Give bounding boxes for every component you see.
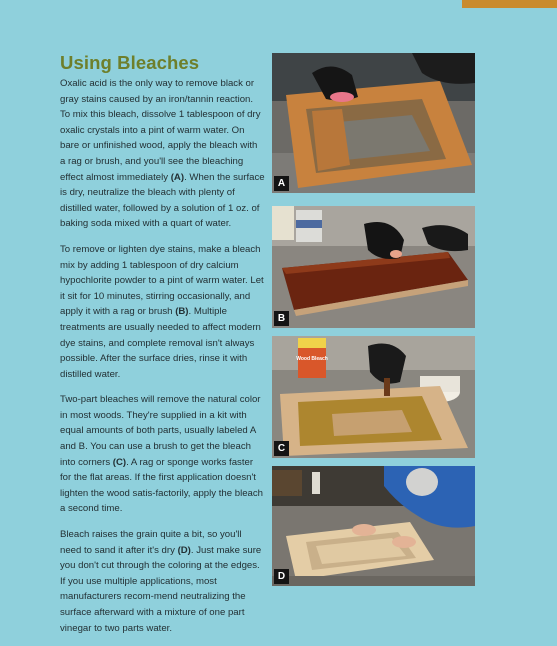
- paragraph-text: Bleach raises the grain quite a bit, so you'll need to sand it after it's dry: [60, 529, 242, 556]
- photo-ref-b: (B): [175, 306, 189, 318]
- photo-d: [272, 466, 475, 586]
- paragraph-raised-grain: [60, 527, 265, 636]
- photo-label-b: B: [274, 311, 289, 326]
- section-heading: Using Bleaches: [60, 52, 200, 73]
- paragraph-text: . A rag or sponge works faster for the flat areas. If the first application doesn't lighten the wood satis-factorily, apply the bleach a second time.: [60, 456, 264, 515]
- photo-c-image: [272, 336, 475, 458]
- paragraph-text: . Just make sure you don't cut through the coloring at the edges. If you use multiple applications, most manufacturers recom-mend neutralizing the surface afterward with a mixture of one part vinegar to two parts water.: [60, 544, 262, 634]
- bleach-can-label: Wood Bleach: [296, 356, 328, 362]
- paragraph-oxalic-acid: [60, 76, 265, 232]
- paragraph-text: Oxalic acid is the only way to remove black or gray stains caused by an iron/tannin reaction. To mix this bleach, dissolve 1 tablespoon of dry oxalic crystals into a pint of warm water. On bare or unfinished wood, apply the bleach with a rag or brush, and you'll see the bleaching effect almost immediately: [60, 78, 261, 183]
- paragraph-two-part-bleach: [60, 392, 265, 517]
- photo-a: [272, 53, 475, 193]
- photo-c: [272, 336, 475, 458]
- photo-label-c: C: [274, 441, 289, 456]
- paragraph-text: Two-part bleaches will remove the natural color in most woods. They're supplied in a kit with equal amounts of both parts, usually labeled A and B. You can use a brush to get the bleach into corners: [60, 394, 261, 468]
- paragraph-text: . Multiple treatments are usually needed to affect modern dye stains, and complete removal isn't always possible. After the surface dries, rinse it with distilled water.: [60, 306, 261, 380]
- paragraph-text: . When the surface is dry, neutralize the bleach with plenty of distilled water, followed by a solution of 1 oz. of baking soda mixed with a quart of water.: [60, 171, 265, 230]
- photo-ref-a: (A): [170, 171, 185, 183]
- article-text: [60, 52, 265, 646]
- photo-b: [272, 206, 475, 328]
- photo-a-image: [272, 53, 475, 193]
- corner-tab: [462, 0, 557, 8]
- paragraph-text: To remove or lighten dye stains, make a bleach mix by adding 1 tablespoon of dry calcium hypochlorite powder to a pint of warm water. Let it sit for 10 minutes, stirring occasionally, and apply it with a rag or brush: [60, 243, 264, 318]
- photo-label-a: A: [274, 176, 289, 191]
- photo-b-image: [272, 206, 475, 328]
- photo-ref-d: (D): [177, 544, 191, 556]
- photo-label-d: D: [274, 569, 289, 584]
- paragraph-dye-stains: [60, 242, 265, 382]
- photo-ref-c: (C): [112, 456, 127, 468]
- photo-d-image: [272, 466, 475, 586]
